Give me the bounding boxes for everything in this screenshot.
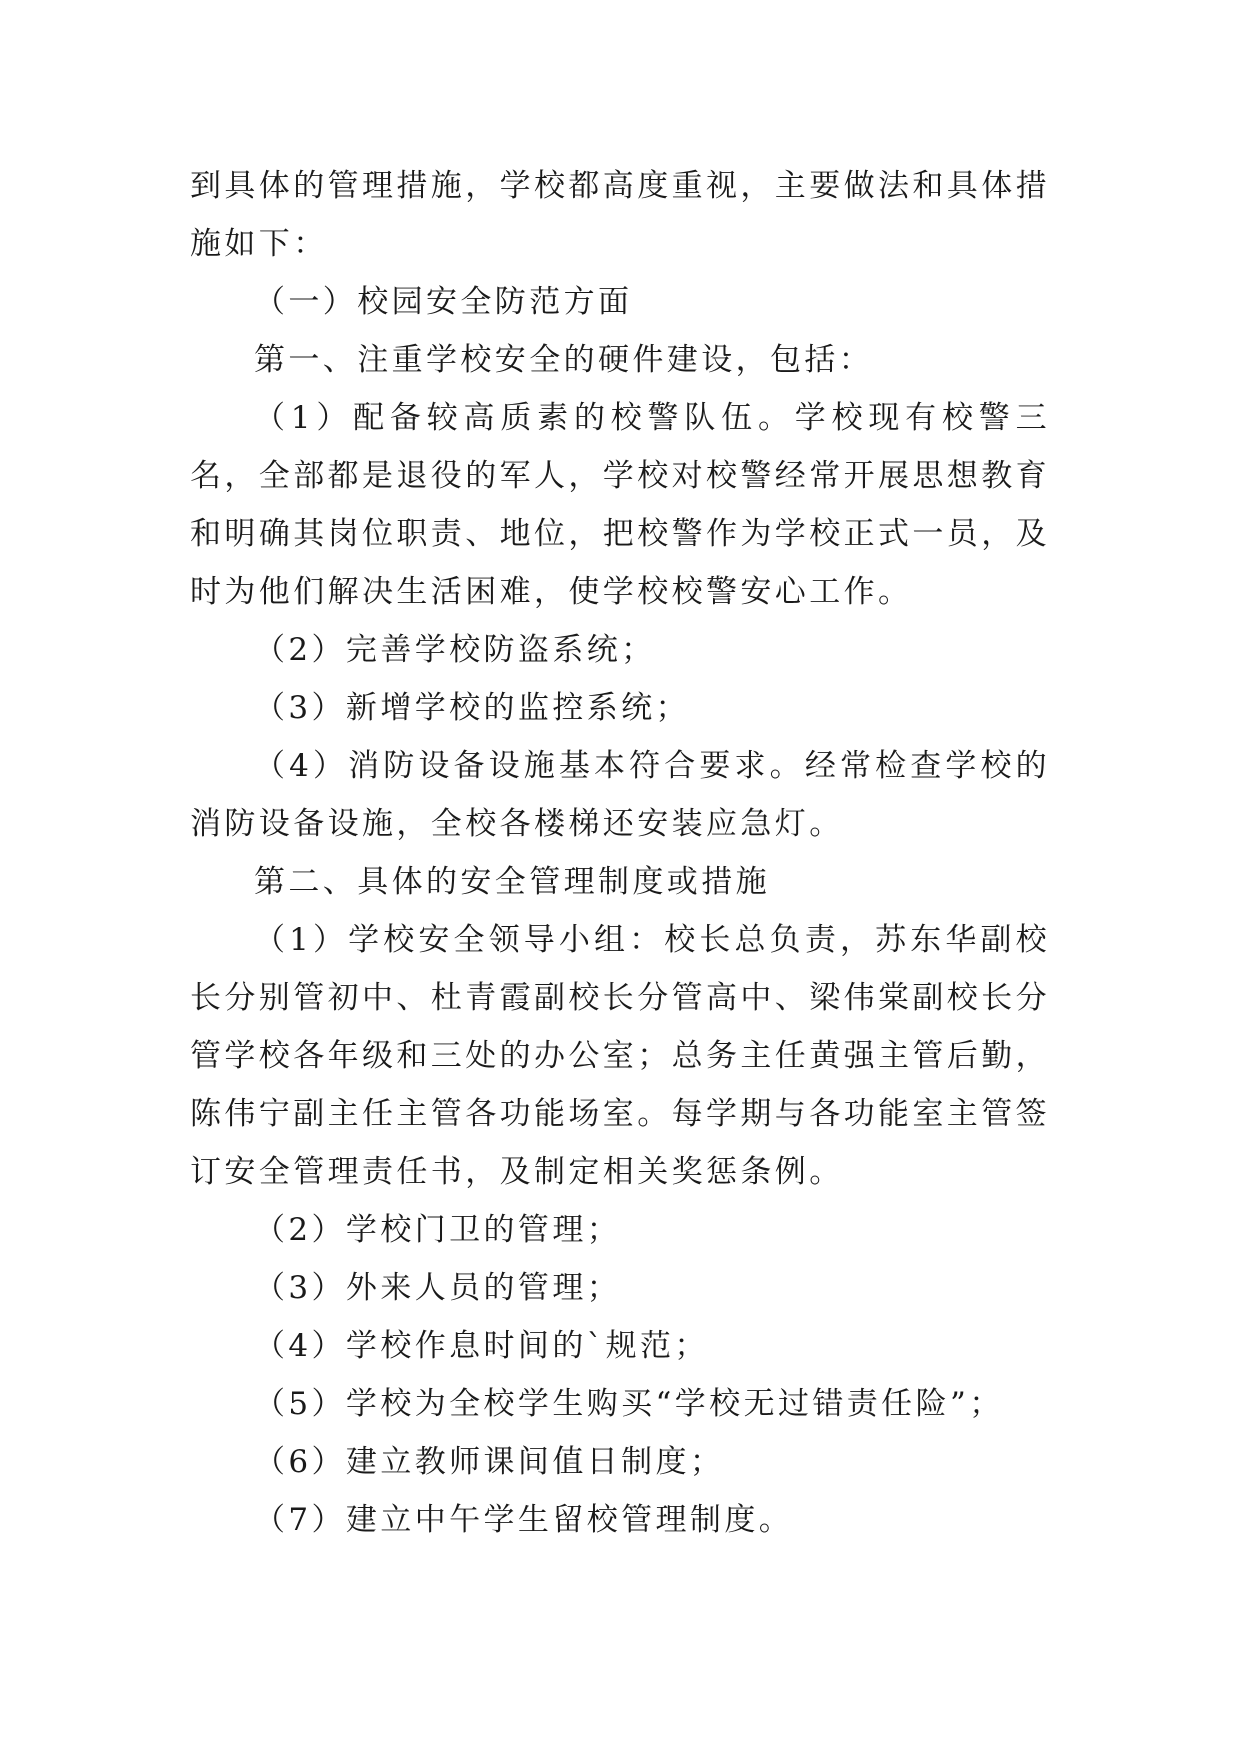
list-item-leadership-group: （1）学校安全领导小组：校长总负责，苏东华副校长分别管初中、杜青霞副校长分管高中、梁伟棠副校长分管学校各年级和三处的办公室；总务主任黄强主管后勤，陈伟宁副主任主管各功能场室。每学期与各功能室主管签订安全管理责任书，及制定相关奖惩条例。 (190, 922, 1050, 1190)
subheading-management: 第二、具体的安全管理制度或措施 (254, 864, 770, 900)
paragraph-intro: 到具体的管理措施，学校都高度重视，主要做法和具体措施如下： (190, 168, 1050, 262)
list-item-teacher-duty: （6）建立教师课间值日制度； (254, 1444, 725, 1480)
subheading-hardware: 第一、注重学校安全的硬件建设，包括： (254, 342, 874, 378)
list-item-fire-safety: （4）消防设备设施基本符合要求。经常检查学校的消防设备设施，全校各楼梯还安装应急灯。 (190, 748, 1050, 842)
document-body (190, 157, 1050, 1549)
list-item-anti-theft: （2）完善学校防盗系统； (254, 632, 656, 668)
list-item-visitors: （3）外来人员的管理； (254, 1270, 622, 1306)
list-item-guards: （1）配备较高质素的校警队伍。学校现有校警三名，全部都是退役的军人，学校对校警经常开展思想教育和明确其岗位职责、地位，把校警作为学校正式一员，及时为他们解决生活困难，使学校校警安心工作。 (190, 400, 1050, 610)
list-item-insurance: （5）学校为全校学生购买“学校无过错责任险”； (254, 1386, 1004, 1422)
section-heading-campus-safety: （一）校园安全防范方面 (254, 284, 633, 320)
list-item-noon-stay: （7）建立中午学生留校管理制度。 (254, 1502, 794, 1538)
list-item-gatekeeper: （2）学校门卫的管理； (254, 1212, 622, 1248)
list-item-schedule: （4）学校作息时间的`规范； (254, 1328, 709, 1364)
list-item-monitoring: （3）新增学校的监控系统； (254, 690, 690, 726)
